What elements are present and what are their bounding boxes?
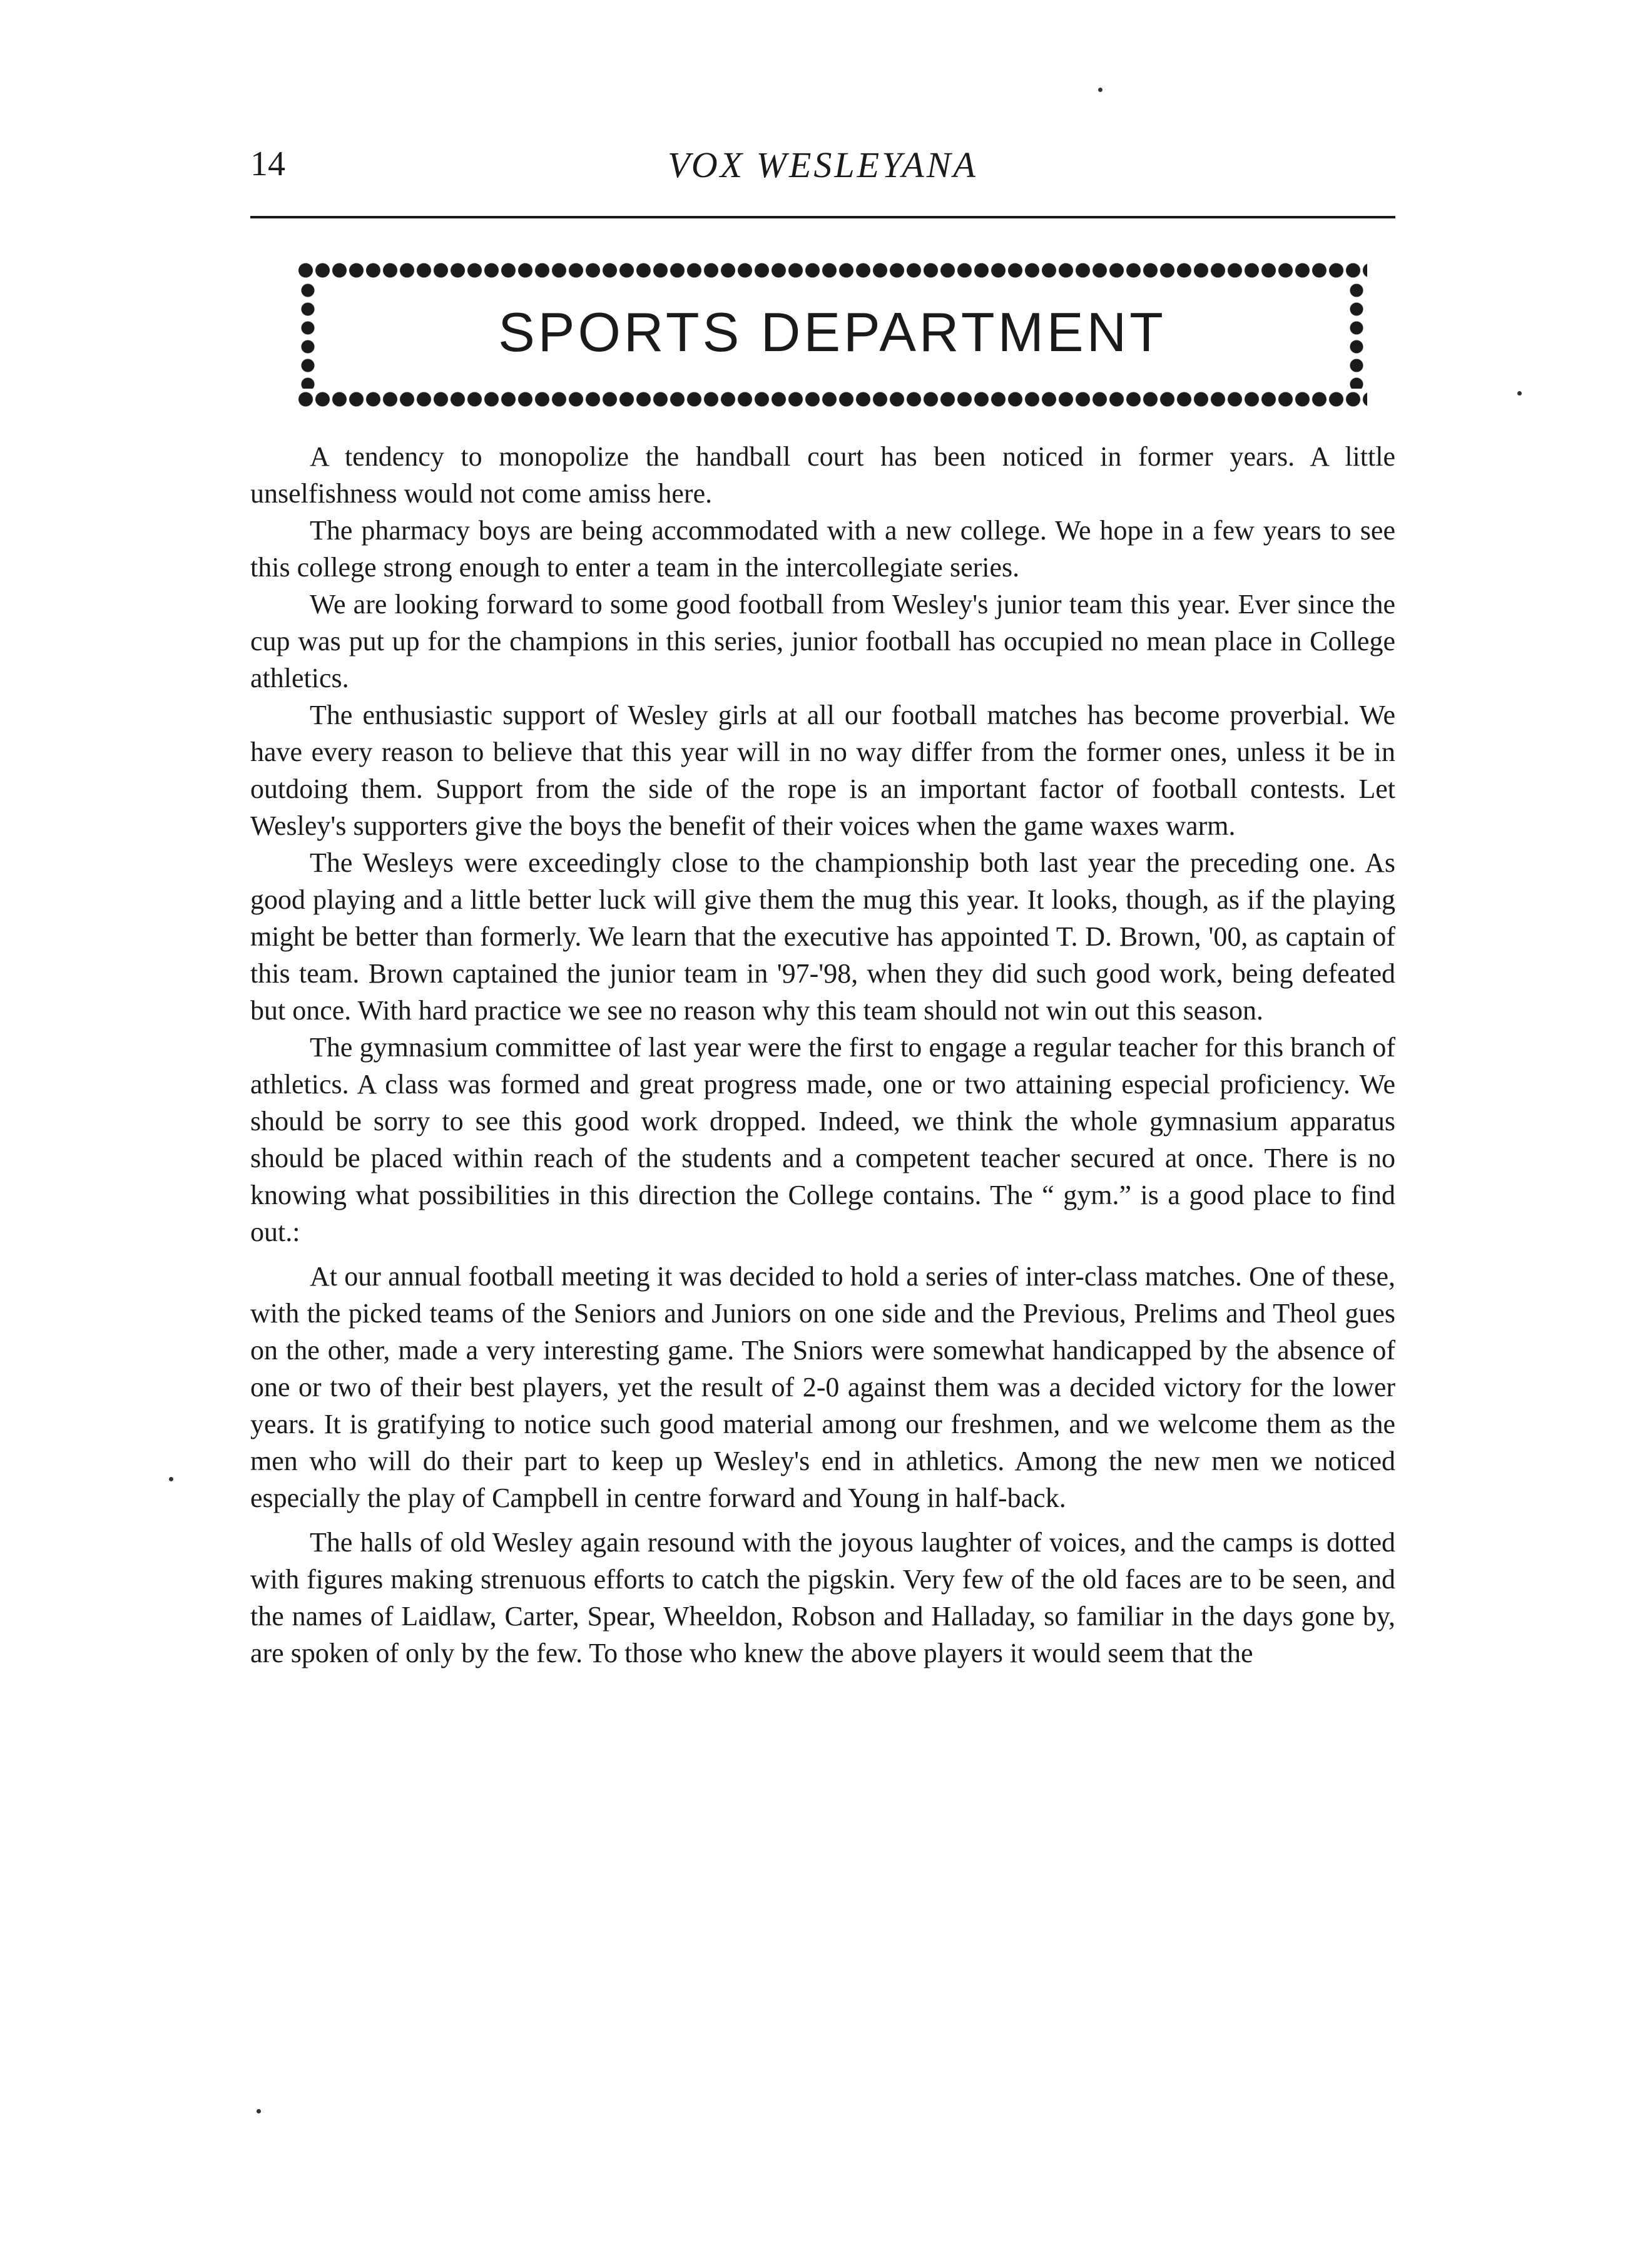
page-header [250,144,1395,200]
paragraph-gymnasium: The gymnasium committee of last year were the first to engage a regular teacher for this branch of athletics. A class was formed and great progress made, one or two attaining especial proficiency. We should be sorry to see this good work dropped. Indeed, we think the whole gymnasium apparatus should be placed within reach of the students and a competent teacher secured at once. There is no knowing what possibilities in this direction the College contains. The “ gym.” is a good place to find out.: [250,1032,1395,1247]
print-speck [169,1477,173,1481]
section-title: SPORTS DEPARTMENT [498,301,1166,363]
page-number: 14 [250,145,285,183]
print-speck [257,2109,261,2113]
paragraph-handball: A tendency to monopolize the handball court has been noticed in former years. A little unselfishness would not come amiss here. [250,441,1395,509]
ornamental-border-top [297,260,1367,281]
paragraph-halls: The halls of old Wesley again resound with the joyous laughter of voices, and the camps is dotted with figures making strenuous efforts to catch the pigskin. Very few of the old faces are to be seen, and the names of Laidlaw, Carter, Spear, Wheeldon, Robson and Halladay, so familiar in the days gone by, are spoken of only by the few. To those who knew the above players it would seem that the [250,1527,1395,1668]
paragraph-championship: The Wesleys were exceedingly close to the championship both last year the preceding one. As good playing and a little better luck will give them the mug this year. It looks, though, as if the playing might be better than formerly. We learn that the executive has appointed T. D. Brown, '00, as captain of this team. Brown captained the junior team in '97-'98, when they did such good work, being defeated but once. With hard practice we see no reason why this team should not win out this season. [250,847,1395,1026]
paragraph-inter-class: At our annual football meeting it was decided to hold a series of inter-class matches. One of these, with the picked teams of the Seniors and Juniors on one side and the Previous, Prelims and Theol gues on the other, made a very interesting game. The Sniors were somewhat handicapped by the absence of one or two of their best players, yet the result of 2-0 against them was a decided victory for the lower years. It is gratifying to notice such good material among our freshmen, and we welcome them as the men who will do their part to keep up Wesley's end in athletics. Among the new men we noticed especially the play of Campbell in centre forward and Young in half-back. [250,1261,1395,1513]
section-title-box [297,260,1367,410]
paragraph-pharmacy: The pharmacy boys are being accommodated with a new college. We hope in a few years to see this college strong enough to enter a team in the intercollegiate series. [250,515,1395,583]
ornamental-border-bottom [297,389,1367,410]
ornamental-border-left [297,281,318,389]
print-speck [1517,391,1522,396]
paragraph-wesley-girls: The enthusiastic support of Wesley girls at all our football matches has become proverbial. We have every reason to believe that this year will in no way differ from the former ones, unless it be in outdoing them. Support from the side of the rope is an important factor of football contests. Let Wesley's supporters give the boys the benefit of their voices when the game waxes warm. [250,700,1395,841]
paragraph-junior-team: We are looking forward to some good football from Wesley's junior team this year. Ever since the cup was put up for the champions in this series, junior football has occupied no mean place in College athletics. [250,589,1395,693]
header-rule [250,216,1395,218]
running-title: VOX WESLEYANA [668,145,978,185]
print-speck [1098,88,1103,92]
ornamental-border-right [1346,281,1367,389]
article-body [250,438,1395,1672]
